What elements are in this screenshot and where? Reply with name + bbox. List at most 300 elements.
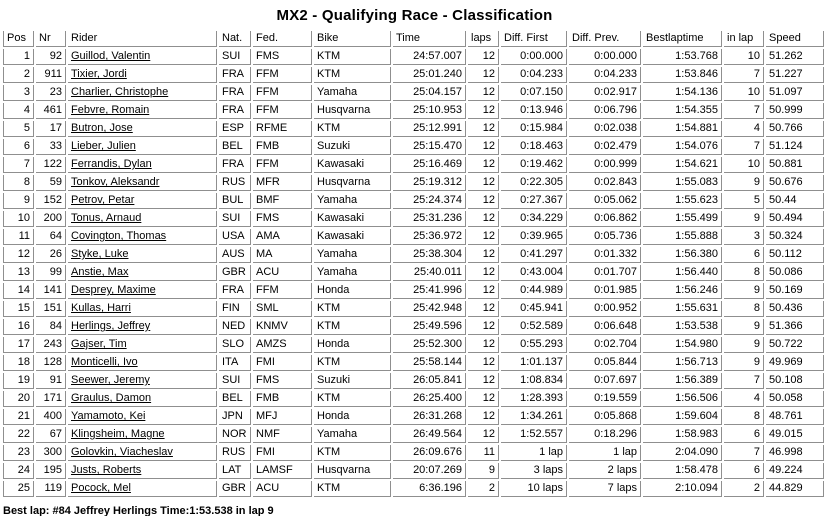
cell-diff_prev: 0:05.844 [569, 355, 641, 371]
cell-pos: 16 [3, 319, 34, 335]
cell-in_lap: 4 [724, 121, 764, 137]
cell-time: 25:01.240 [393, 67, 466, 83]
cell-speed: 50.766 [766, 121, 824, 137]
cell-bike: KTM [314, 391, 391, 407]
cell-speed: 51.097 [766, 85, 824, 101]
rider-link[interactable]: Anstie, Max [71, 266, 129, 278]
cell-bestlaptime: 1:56.440 [643, 265, 722, 281]
cell-diff_prev: 0:02.917 [569, 85, 641, 101]
cell-in_lap: 9 [724, 355, 764, 371]
cell-in_lap: 9 [724, 319, 764, 335]
cell-bike: Yamaha [314, 193, 391, 209]
cell-time: 25:38.304 [393, 247, 466, 263]
rider-link[interactable]: Monticelli, Ivo [71, 356, 138, 368]
cell-time: 26:49.564 [393, 427, 466, 443]
rider-link[interactable]: Butron, Jose [71, 122, 133, 134]
cell-nr: 300 [36, 445, 66, 461]
cell-nr: 171 [36, 391, 66, 407]
cell-in_lap: 7 [724, 445, 764, 461]
cell-nr: 911 [36, 67, 66, 83]
column-header-diff_first: Diff. First [501, 31, 567, 47]
cell-bestlaptime: 1:54.881 [643, 121, 722, 137]
cell-pos: 9 [3, 193, 34, 209]
cell-laps: 12 [468, 427, 499, 443]
rider-link[interactable]: Kullas, Harri [71, 302, 131, 314]
cell-in_lap: 7 [724, 373, 764, 389]
cell-diff_first: 1:28.393 [501, 391, 567, 407]
cell-pos: 11 [3, 229, 34, 245]
cell-diff_prev: 0:04.233 [569, 67, 641, 83]
cell-diff_first: 3 laps [501, 463, 567, 479]
cell-bestlaptime: 1:56.713 [643, 355, 722, 371]
cell-speed: 50.169 [766, 283, 824, 299]
cell-laps: 12 [468, 157, 499, 173]
cell-speed: 50.086 [766, 265, 824, 281]
cell-nat: LAT [219, 463, 251, 479]
cell-laps: 9 [468, 463, 499, 479]
rider-link[interactable]: Guillod, Valentin [71, 50, 151, 62]
cell-diff_prev: 0:19.559 [569, 391, 641, 407]
cell-diff_first: 0:22.305 [501, 175, 567, 191]
cell-time: 6:36.196 [393, 481, 466, 497]
cell-fed: FMS [253, 211, 312, 227]
cell-bike: Kawasaki [314, 157, 391, 173]
rider-link[interactable]: Petrov, Petar [71, 194, 135, 206]
cell-pos: 4 [3, 103, 34, 119]
cell-time: 25:40.011 [393, 265, 466, 281]
cell-in_lap: 7 [724, 103, 764, 119]
cell-laps: 12 [468, 139, 499, 155]
cell-diff_first: 0:34.229 [501, 211, 567, 227]
cell-speed: 44.829 [766, 481, 824, 497]
cell-speed: 51.262 [766, 49, 824, 65]
cell-diff_first: 0:13.946 [501, 103, 567, 119]
cell-time: 25:52.300 [393, 337, 466, 353]
rider-link[interactable]: Charlier, Christophe [71, 86, 169, 98]
cell-rider [68, 157, 217, 173]
cell-laps: 12 [468, 175, 499, 191]
cell-time: 25:49.596 [393, 319, 466, 335]
cell-nat: FRA [219, 85, 251, 101]
cell-fed: BMF [253, 193, 312, 209]
cell-in_lap: 8 [724, 409, 764, 425]
cell-speed: 50.058 [766, 391, 824, 407]
cell-nat: SUI [219, 49, 251, 65]
cell-time: 25:42.948 [393, 301, 466, 317]
rider-link[interactable]: Golovkin, Viacheslav [71, 446, 173, 458]
table-row [3, 427, 824, 443]
rider-link[interactable]: Ferrandis, Dylan [71, 158, 152, 170]
rider-link[interactable]: Gajser, Tim [71, 338, 127, 350]
cell-diff_prev: 0:00.000 [569, 49, 641, 65]
rider-link[interactable]: Desprey, Maxime [71, 284, 156, 296]
cell-nr: 151 [36, 301, 66, 317]
cell-laps: 12 [468, 409, 499, 425]
cell-laps: 12 [468, 229, 499, 245]
cell-fed: FMS [253, 373, 312, 389]
cell-rider [68, 103, 217, 119]
cell-diff_first: 0:55.293 [501, 337, 567, 353]
cell-nat: RUS [219, 445, 251, 461]
cell-diff_prev: 0:01.985 [569, 283, 641, 299]
column-header-bestlaptime: Bestlaptime [643, 31, 722, 47]
cell-fed: FMS [253, 49, 312, 65]
rider-link[interactable]: Styke, Luke [71, 248, 129, 260]
cell-bike: KTM [314, 49, 391, 65]
cell-diff_prev: 0:07.697 [569, 373, 641, 389]
cell-time: 25:04.157 [393, 85, 466, 101]
cell-nat: FRA [219, 157, 251, 173]
cell-nr: 243 [36, 337, 66, 353]
column-header-time: Time [393, 31, 466, 47]
cell-in_lap: 10 [724, 85, 764, 101]
cell-bestlaptime: 1:56.380 [643, 247, 722, 263]
cell-fed: FMB [253, 139, 312, 155]
cell-speed: 50.722 [766, 337, 824, 353]
rider-link[interactable]: Covington, Thomas [71, 230, 167, 242]
cell-rider [68, 49, 217, 65]
cell-diff_prev: 0:05.062 [569, 193, 641, 209]
cell-speed: 50.112 [766, 247, 824, 263]
rider-link[interactable]: Seewer, Jeremy [71, 374, 150, 386]
cell-diff_prev: 7 laps [569, 481, 641, 497]
rider-link[interactable]: Klingsheim, Magne [71, 428, 165, 440]
cell-fed: AMZS [253, 337, 312, 353]
cell-laps: 12 [468, 247, 499, 263]
column-header-fed: Fed. [253, 31, 312, 47]
cell-nat: ESP [219, 121, 251, 137]
cell-bike: Suzuki [314, 139, 391, 155]
cell-pos: 12 [3, 247, 34, 263]
cell-bestlaptime: 2:10.094 [643, 481, 722, 497]
cell-diff_prev: 0:01.332 [569, 247, 641, 263]
cell-fed: RFME [253, 121, 312, 137]
cell-rider [68, 283, 217, 299]
cell-speed: 50.436 [766, 301, 824, 317]
cell-diff_first: 0:04.233 [501, 67, 567, 83]
cell-time: 25:24.374 [393, 193, 466, 209]
cell-bike: Honda [314, 283, 391, 299]
cell-pos: 5 [3, 121, 34, 137]
cell-bestlaptime: 1:56.506 [643, 391, 722, 407]
cell-rider [68, 121, 217, 137]
cell-fed: ACU [253, 265, 312, 281]
cell-nat: SUI [219, 373, 251, 389]
cell-bestlaptime: 1:55.083 [643, 175, 722, 191]
cell-laps: 12 [468, 103, 499, 119]
cell-fed: FMI [253, 445, 312, 461]
cell-pos: 15 [3, 301, 34, 317]
cell-diff_first: 0:15.984 [501, 121, 567, 137]
cell-bestlaptime: 2:04.090 [643, 445, 722, 461]
cell-rider [68, 211, 217, 227]
cell-in_lap: 9 [724, 283, 764, 299]
cell-rider [68, 409, 217, 425]
rider-link[interactable]: Tonus, Arnaud [71, 212, 142, 224]
table-row [3, 211, 824, 227]
cell-pos: 13 [3, 265, 34, 281]
cell-rider [68, 265, 217, 281]
rider-link[interactable]: Tonkov, Aleksandr [71, 176, 160, 188]
cell-rider [68, 481, 217, 497]
cell-time: 25:36.972 [393, 229, 466, 245]
cell-nr: 67 [36, 427, 66, 443]
cell-laps: 12 [468, 391, 499, 407]
cell-rider [68, 391, 217, 407]
cell-nat: GBR [219, 265, 251, 281]
cell-bike: Yamaha [314, 265, 391, 281]
cell-pos: 21 [3, 409, 34, 425]
cell-bestlaptime: 1:58.478 [643, 463, 722, 479]
classification-table [1, 29, 826, 499]
table-row [3, 265, 824, 281]
cell-time: 25:15.470 [393, 139, 466, 155]
cell-pos: 17 [3, 337, 34, 353]
cell-bike: KTM [314, 301, 391, 317]
table-row [3, 229, 824, 245]
cell-nr: 122 [36, 157, 66, 173]
table-row [3, 355, 824, 371]
cell-diff_prev: 1 lap [569, 445, 641, 461]
cell-bestlaptime: 1:54.355 [643, 103, 722, 119]
cell-in_lap: 6 [724, 463, 764, 479]
cell-fed: FFM [253, 85, 312, 101]
cell-speed: 51.124 [766, 139, 824, 155]
table-header-row [3, 31, 824, 47]
cell-nat: SUI [219, 211, 251, 227]
cell-rider [68, 67, 217, 83]
cell-laps: 12 [468, 283, 499, 299]
cell-fed: FFM [253, 103, 312, 119]
cell-nr: 461 [36, 103, 66, 119]
cell-bestlaptime: 1:54.621 [643, 157, 722, 173]
table-row [3, 319, 824, 335]
cell-nat: NED [219, 319, 251, 335]
table-row [3, 337, 824, 353]
table-row [3, 409, 824, 425]
cell-time: 25:31.236 [393, 211, 466, 227]
rider-link[interactable]: Graulus, Damon [71, 392, 152, 404]
cell-nr: 200 [36, 211, 66, 227]
cell-nr: 128 [36, 355, 66, 371]
cell-pos: 1 [3, 49, 34, 65]
cell-fed: KNMV [253, 319, 312, 335]
cell-bike: KTM [314, 481, 391, 497]
cell-nr: 84 [36, 319, 66, 335]
table-row [3, 247, 824, 263]
cell-laps: 12 [468, 265, 499, 281]
cell-rider [68, 247, 217, 263]
cell-laps: 12 [468, 211, 499, 227]
cell-in_lap: 6 [724, 247, 764, 263]
table-row [3, 193, 824, 209]
cell-diff_first: 1 lap [501, 445, 567, 461]
cell-diff_prev: 0:02.479 [569, 139, 641, 155]
cell-time: 26:25.400 [393, 391, 466, 407]
cell-laps: 12 [468, 319, 499, 335]
cell-in_lap: 2 [724, 481, 764, 497]
table-row [3, 175, 824, 191]
rider-link[interactable]: Lieber, Julien [71, 140, 136, 152]
cell-bike: KTM [314, 121, 391, 137]
cell-diff_first: 10 laps [501, 481, 567, 497]
cell-rider [68, 229, 217, 245]
table-row [3, 373, 824, 389]
cell-in_lap: 10 [724, 49, 764, 65]
cell-pos: 19 [3, 373, 34, 389]
cell-laps: 12 [468, 337, 499, 353]
cell-bike: Yamaha [314, 427, 391, 443]
cell-laps: 11 [468, 445, 499, 461]
cell-bike: Husqvarna [314, 103, 391, 119]
cell-diff_prev: 0:05.868 [569, 409, 641, 425]
table-row [3, 283, 824, 299]
cell-in_lap: 5 [724, 193, 764, 209]
cell-diff_first: 0:45.941 [501, 301, 567, 317]
cell-in_lap: 7 [724, 139, 764, 155]
cell-bestlaptime: 1:59.604 [643, 409, 722, 425]
cell-diff_first: 1:34.261 [501, 409, 567, 425]
cell-speed: 48.761 [766, 409, 824, 425]
cell-bike: KTM [314, 319, 391, 335]
cell-speed: 50.324 [766, 229, 824, 245]
cell-diff_first: 0:00.000 [501, 49, 567, 65]
cell-speed: 49.969 [766, 355, 824, 371]
cell-in_lap: 9 [724, 211, 764, 227]
cell-fed: FMB [253, 391, 312, 407]
cell-nat: USA [219, 229, 251, 245]
table-row [3, 49, 824, 65]
cell-nat: FIN [219, 301, 251, 317]
cell-diff_first: 0:39.965 [501, 229, 567, 245]
cell-time: 25:41.996 [393, 283, 466, 299]
rider-link[interactable]: Justs, Roberts [71, 464, 142, 476]
cell-bestlaptime: 1:54.980 [643, 337, 722, 353]
cell-nat: AUS [219, 247, 251, 263]
cell-nat: FRA [219, 103, 251, 119]
cell-diff_first: 0:07.150 [501, 85, 567, 101]
table-row [3, 157, 824, 173]
cell-laps: 12 [468, 121, 499, 137]
cell-diff_prev: 0:06.648 [569, 319, 641, 335]
column-header-laps: laps [468, 31, 499, 47]
cell-diff_prev: 0:18.296 [569, 427, 641, 443]
rider-link[interactable]: Yamamoto, Kei [71, 410, 146, 422]
cell-time: 26:31.268 [393, 409, 466, 425]
column-header-rider: Rider [68, 31, 217, 47]
cell-diff_first: 1:01.137 [501, 355, 567, 371]
cell-fed: NMF [253, 427, 312, 443]
rider-link[interactable]: Tixier, Jordi [71, 68, 127, 80]
cell-diff_prev: 2 laps [569, 463, 641, 479]
cell-bestlaptime: 1:55.499 [643, 211, 722, 227]
rider-link[interactable]: Pocock, Mel [71, 482, 131, 494]
cell-rider [68, 319, 217, 335]
cell-time: 25:16.469 [393, 157, 466, 173]
table-row [3, 67, 824, 83]
cell-nr: 400 [36, 409, 66, 425]
cell-in_lap: 9 [724, 337, 764, 353]
cell-diff_prev: 0:02.038 [569, 121, 641, 137]
cell-laps: 12 [468, 373, 499, 389]
cell-rider [68, 85, 217, 101]
cell-pos: 3 [3, 85, 34, 101]
cell-bestlaptime: 1:54.076 [643, 139, 722, 155]
column-header-pos: Pos [3, 31, 34, 47]
cell-bike: Kawasaki [314, 211, 391, 227]
cell-nat: ITA [219, 355, 251, 371]
column-header-nat: Nat. [219, 31, 251, 47]
cell-nr: 141 [36, 283, 66, 299]
table-row [3, 139, 824, 155]
cell-diff_first: 1:52.557 [501, 427, 567, 443]
cell-bike: Suzuki [314, 373, 391, 389]
rider-link[interactable]: Herlings, Jeffrey [71, 320, 151, 332]
cell-diff_first: 0:19.462 [501, 157, 567, 173]
cell-time: 26:05.841 [393, 373, 466, 389]
cell-bestlaptime: 1:53.768 [643, 49, 722, 65]
cell-rider [68, 139, 217, 155]
cell-fed: FFM [253, 283, 312, 299]
cell-nat: BEL [219, 391, 251, 407]
cell-nr: 119 [36, 481, 66, 497]
cell-nr: 195 [36, 463, 66, 479]
cell-bike: Yamaha [314, 247, 391, 263]
cell-pos: 23 [3, 445, 34, 461]
column-header-speed: Speed [766, 31, 824, 47]
cell-bike: Husqvarna [314, 463, 391, 479]
cell-nat: SLO [219, 337, 251, 353]
cell-fed: LAMSF [253, 463, 312, 479]
cell-fed: MA [253, 247, 312, 263]
cell-nr: 33 [36, 139, 66, 155]
cell-bike: KTM [314, 67, 391, 83]
cell-speed: 50.999 [766, 103, 824, 119]
cell-laps: 12 [468, 85, 499, 101]
cell-bike: KTM [314, 355, 391, 371]
table-row [3, 103, 824, 119]
cell-time: 20:07.269 [393, 463, 466, 479]
cell-pos: 8 [3, 175, 34, 191]
cell-fed: ACU [253, 481, 312, 497]
rider-link[interactable]: Febvre, Romain [71, 104, 150, 116]
cell-speed: 50.44 [766, 193, 824, 209]
cell-diff_prev: 0:05.736 [569, 229, 641, 245]
cell-nr: 91 [36, 373, 66, 389]
table-row [3, 391, 824, 407]
cell-diff_prev: 0:06.862 [569, 211, 641, 227]
cell-rider [68, 373, 217, 389]
table-row [3, 481, 824, 497]
cell-diff_first: 0:18.463 [501, 139, 567, 155]
cell-speed: 50.108 [766, 373, 824, 389]
cell-time: 25:10.953 [393, 103, 466, 119]
cell-laps: 2 [468, 481, 499, 497]
cell-pos: 2 [3, 67, 34, 83]
cell-bestlaptime: 1:53.538 [643, 319, 722, 335]
column-header-in_lap: in lap [724, 31, 764, 47]
cell-speed: 50.494 [766, 211, 824, 227]
cell-nr: 64 [36, 229, 66, 245]
cell-rider [68, 175, 217, 191]
cell-speed: 46.998 [766, 445, 824, 461]
cell-laps: 12 [468, 301, 499, 317]
cell-time: 25:12.991 [393, 121, 466, 137]
cell-bike: KTM [314, 445, 391, 461]
cell-diff_first: 1:08.834 [501, 373, 567, 389]
cell-time: 26:09.676 [393, 445, 466, 461]
cell-fed: FFM [253, 157, 312, 173]
